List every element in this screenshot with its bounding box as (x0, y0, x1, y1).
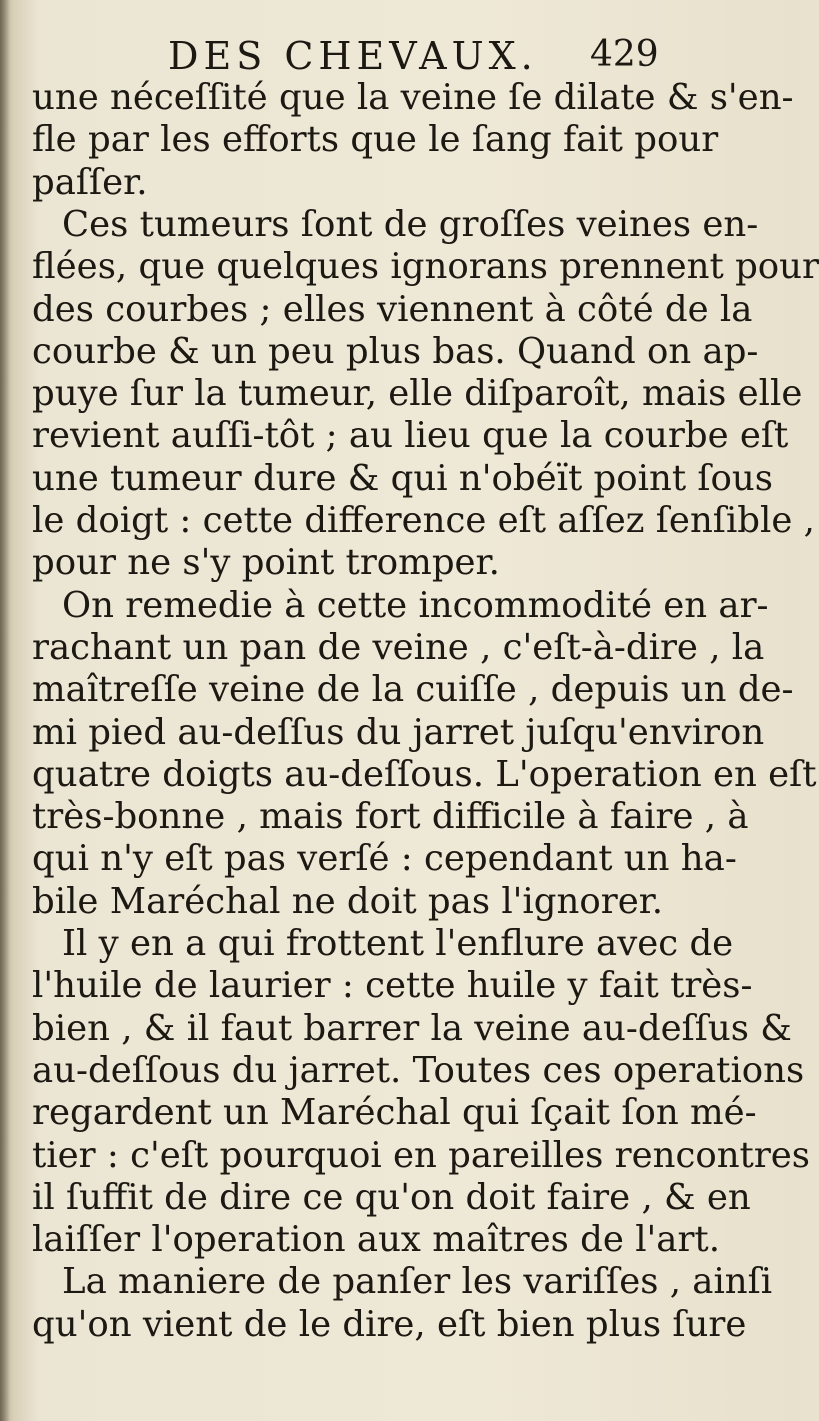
text-line: pour ne s'y point tromper. (32, 542, 500, 584)
text-line: très-bonne , mais fort difficile à faire , à (32, 796, 749, 838)
text-line: Il y en a qui frottent l'enflure avec de (62, 923, 734, 964)
text-line: qu'on vient de le dire, eſt bien plus ſure (32, 1303, 747, 1345)
text-line: revient auſſi-tôt ; au lieu que la courbe eſt (32, 415, 789, 457)
text-line: rachant un pan de veine , c'eſt-à-dire , la (32, 626, 765, 668)
text-line: fle par les efforts que le ſang fait pour (32, 119, 719, 161)
text-line: bile Maréchal ne doit pas l'ignorer. (32, 880, 664, 922)
text-line: bien , & il faut barrer la veine au-deſſus & (32, 1007, 792, 1049)
text-line: regardent un Maréchal qui ſçait ſon mé- (32, 1092, 757, 1134)
text-line: courbe & un peu plus bas. Quand on ap- (32, 330, 759, 372)
text-line: le doigt : cette difference eſt aſſez ſenſible , (32, 500, 815, 541)
text-line: Ces tumeurs ſont de groſſes veines en- (62, 203, 759, 245)
text-line: laiſſer l'operation aux maîtres de l'art. (32, 1219, 720, 1261)
text-line: La maniere de panſer les variſſes , ainſi (62, 1261, 773, 1303)
text-line: flées, que quelques ignorans prennent pour (32, 246, 819, 288)
text-line: maîtreſſe veine de la cuiſſe , depuis un de- (32, 669, 794, 711)
text-line: On remedie à cette incommodité en ar- (62, 584, 769, 626)
text-line: une tumeur dure & qui n'obéït point ſous (32, 457, 773, 499)
text-line: il ſuffit de dire ce qu'on doit faire , & en (32, 1176, 751, 1218)
text-line: puye ſur la tumeur, elle diſparoît, mais elle (32, 373, 803, 415)
text-line: des courbes ; elles viennent à côté de la (32, 288, 753, 330)
text-line: quatre doigts au-deſſous. L'operation en eſt (32, 753, 817, 795)
text-line: au-deſſous du jarret. Toutes ces operations (32, 1049, 805, 1091)
text-line: qui n'y eſt pas verſé : cependant un ha- (32, 838, 737, 880)
text-line: mi pied au-deſſus du jarret juſqu'environ (32, 711, 765, 753)
page-number: 429 (590, 34, 659, 75)
running-title: DES CHEVAUX. (168, 34, 538, 78)
text-line: tier : c'eſt pourquoi en pareilles rencontres (32, 1134, 811, 1176)
text-line: une néceſſité que la veine ſe dilate & s'en- (32, 77, 794, 118)
text-line: paſſer. (32, 161, 148, 203)
text-line: l'huile de laurier : cette huile y fait très- (32, 965, 753, 1007)
